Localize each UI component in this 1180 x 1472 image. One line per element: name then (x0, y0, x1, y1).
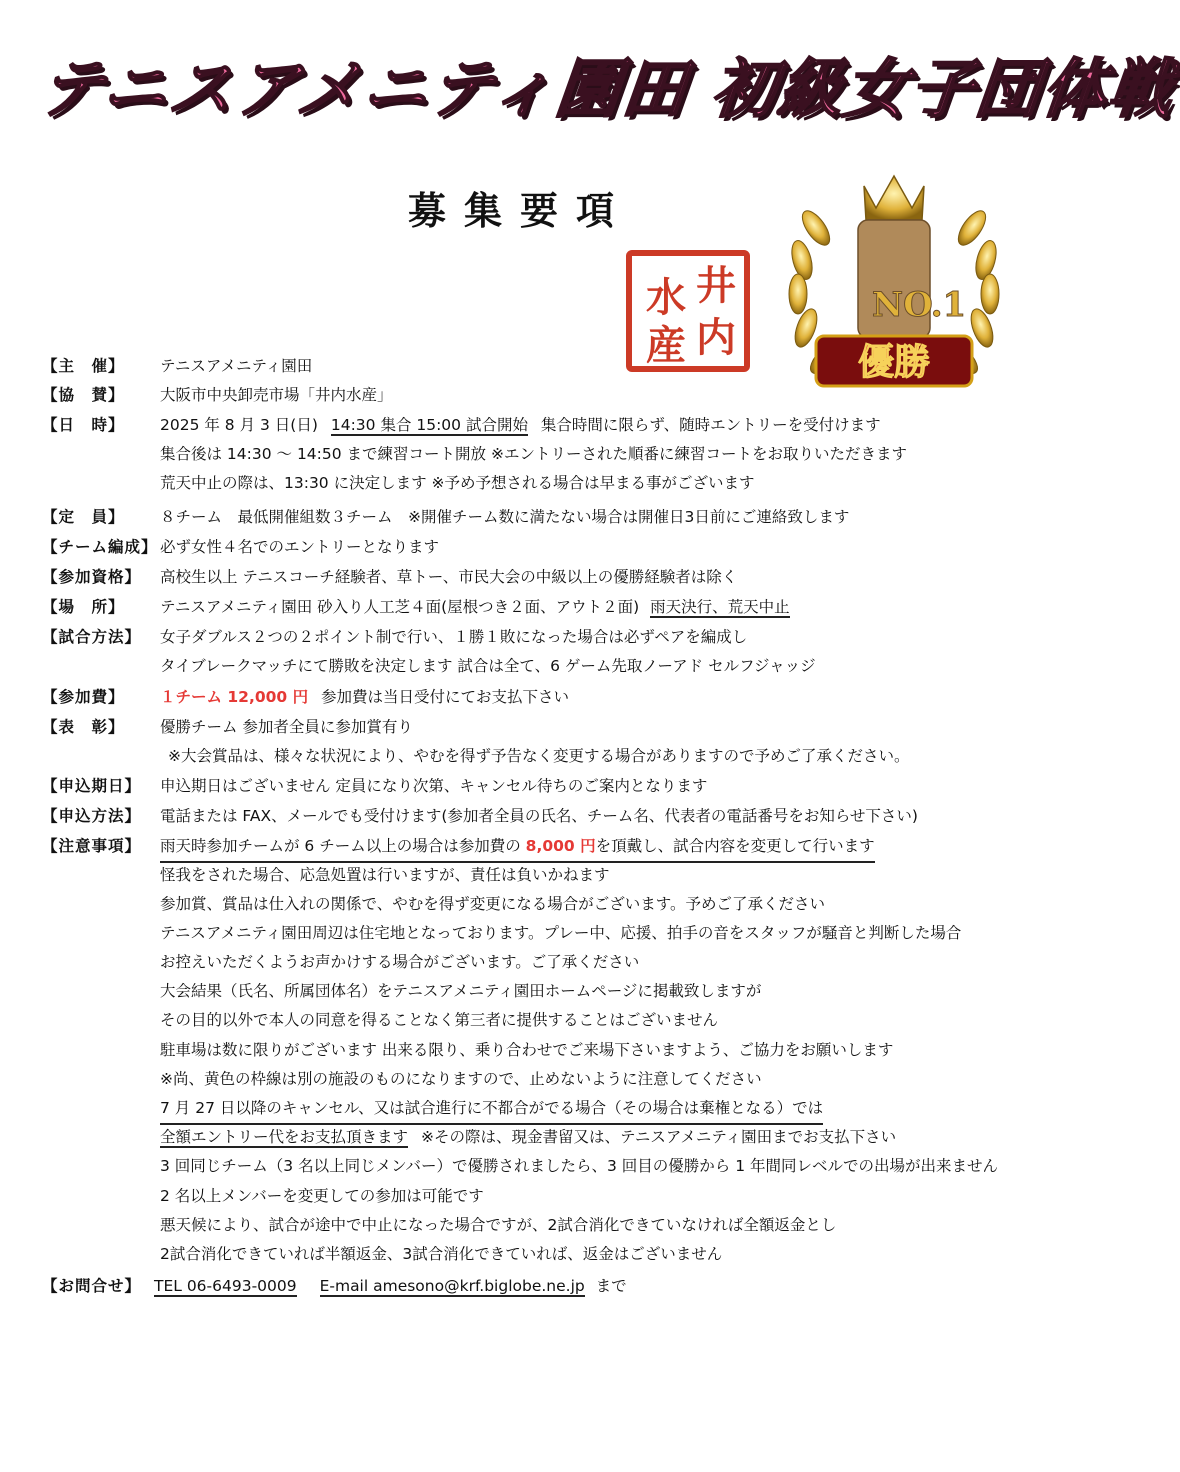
eligibility-label: 【参加資格】 (42, 568, 142, 586)
host-value: テニスアメニティ園田 (160, 357, 313, 375)
date-time: 14:30 集合 15:00 試合開始 (330, 416, 528, 434)
row-format (42, 623, 1022, 652)
row-note-15 (42, 1240, 1022, 1269)
note-15: 2試合消化できていれば半額返金、3試合消化できていれば、返金はございません (160, 1245, 723, 1263)
badge-no-text: NO.1 (872, 285, 967, 325)
note-13: 2 名以上メンバーを変更しての参加は可能です (160, 1187, 484, 1205)
row-award-note (42, 742, 1022, 771)
row-note-2 (42, 861, 1022, 890)
fee-amount: １チーム 12,000 円 (160, 688, 309, 706)
fee-label: 【参加費】 (42, 688, 125, 706)
eligibility-value: 高校生以上 テニスコーチ経験者、草トー、市民大会の中級以上の優勝経験者は除く (160, 568, 738, 586)
contact-tail: まで (595, 1277, 627, 1295)
sponsor-value: 大阪市中央卸売市場「井内水産」 (160, 386, 393, 404)
fee-note: 参加費は当日受付にてお支払下さい (321, 688, 570, 706)
format-label: 【試合方法】 (42, 628, 142, 646)
date-note: 集合時間に限らず、随時エントリーを受付けます (540, 416, 881, 434)
award-label: 【表 彰】 (42, 718, 125, 736)
date-main: 2025 年 8 月 3 日(日) (160, 416, 318, 434)
deadline-value: 申込期日はございません 定員になり次第、キャンセル待ちのご案内となります (160, 777, 708, 795)
capacity-label: 【定 員】 (42, 508, 125, 526)
row-venue (42, 593, 1022, 622)
apply-label: 【申込方法】 (42, 807, 142, 825)
note-7: その目的以外で本人の同意を得ることなく第三者に提供することはございません (160, 1011, 719, 1029)
note-14: 悪天候により、試合が途中で中止になった場合ですが、2試合消化できていなければ全額返金とし (160, 1216, 837, 1234)
row-date (42, 411, 1022, 440)
row-fee (42, 683, 1022, 712)
note-8: 駐車場は数に限りがございます 出来る限り、乗り合わせでご来場下さいますよう、ご協力をお願いします (160, 1041, 894, 1059)
row-note-6 (42, 977, 1022, 1006)
note-1 (160, 832, 875, 863)
row-award (42, 713, 1022, 742)
host-label: 【主 催】 (42, 357, 125, 375)
page-subtitle: 募集要項 (407, 189, 632, 233)
capacity-value: ８チーム 最低開催組数３チーム ※開催チーム数に満たない場合は開催日3日前にご連絡致します (160, 508, 850, 526)
format-line2: タイブレークマッチにて勝敗を決定します 試合は全て、6 ゲーム先取ノーアド セルフジャッジ (160, 657, 816, 675)
stamp-char-2: 内 (696, 314, 736, 361)
badge-win-text: 優勝 (857, 341, 931, 383)
stamp-char-4: 産 (646, 322, 686, 369)
team-value: 必ず女性４名でのエントリーとなります (160, 538, 440, 556)
row-eligibility (42, 563, 1022, 592)
row-sponsor (42, 381, 1022, 410)
note-10: 7 月 27 日以降のキャンセル、又は試合進行に不都合がでる場合（その場合は棄権となる）では (160, 1094, 823, 1125)
row-note-11 (42, 1123, 1022, 1152)
row-date-line2 (42, 440, 1022, 469)
contact-value (154, 1272, 627, 1301)
row-note-5 (42, 948, 1022, 977)
venue-rain: 雨天決行、荒天中止 (650, 598, 790, 616)
date-label: 【日 時】 (42, 416, 125, 434)
award-value: 優勝チーム 参加者全員に参加賞有り (160, 718, 413, 736)
row-note-10 (42, 1094, 1022, 1123)
row-note-3 (42, 890, 1022, 919)
note-9: ※尚、黄色の枠線は別の施設のものになりますので、止めないように注意してください (160, 1070, 762, 1088)
row-note-9 (42, 1065, 1022, 1094)
deadline-label: 【申込期日】 (42, 777, 142, 795)
stamp-char-3: 水 (646, 274, 686, 321)
note-4: テニスアメニティ園田周辺は住宅地となっております。プレー中、応援、拍手の音をスタッフが騒音と判断した場合 (160, 924, 962, 942)
row-note-8 (42, 1036, 1022, 1065)
row-notes (42, 832, 1022, 861)
note-12: 3 回同じチーム（3 名以上同じメンバー）で優勝されましたら、3 回目の優勝から 1 年間同レベルでの出場が出来ません (160, 1157, 999, 1175)
note-1b-amount: 8,000 円 (525, 837, 596, 855)
note-5: お控えいただくようお声かけする場合がございます。ご了承ください (160, 953, 640, 971)
venue-label: 【場 所】 (42, 598, 125, 616)
contact-label: 【お問合せ】 (42, 1277, 142, 1295)
date-line3: 荒天中止の際は、13:30 に決定します ※予め予想される場合は早まる事がございます (160, 474, 755, 492)
row-capacity (42, 503, 1022, 532)
venue-text: テニスアメニティ園田 砂入り人工芝４面(屋根つき２面、アウト２面) (160, 598, 640, 616)
apply-value: 電話または FAX、メールでも受付けます(参加者全員の氏名、チーム名、代表者の電話番号をお知らせ下さい) (160, 807, 918, 825)
row-note-12 (42, 1152, 1022, 1181)
note-11b: ※その際は、現金書留又は、テニスアメニティ園田までお支払下さい (420, 1128, 897, 1146)
stamp-char-1: 井 (696, 262, 736, 309)
row-deadline (42, 772, 1022, 801)
row-note-13 (42, 1182, 1022, 1211)
date-value (160, 411, 881, 440)
note-2: 怪我をされた場合、応急処置は行いますが、責任は負いかねます (160, 866, 610, 884)
note-3: 参加賞、賞品は仕入れの関係で、やむを得ず変更になる場合がございます。予めご了承ください (160, 895, 825, 913)
row-note-7 (42, 1006, 1022, 1035)
row-note-4 (42, 919, 1022, 948)
row-apply (42, 802, 1022, 831)
team-label: 【チーム編成】 (42, 538, 158, 556)
award-note: ※大会賞品は、様々な状況により、やむを得ず予告なく変更する場合がありますので予めご了承ください。 (168, 747, 910, 765)
row-team (42, 533, 1022, 562)
row-note-14 (42, 1211, 1022, 1240)
page-title: テニスアメニティ園田 初級女子団体戦 (35, 53, 1179, 127)
contact-tel[interactable]: TEL 06-6493-0009 (154, 1277, 297, 1295)
contact-email-link[interactable]: E-mail amesono@krf.biglobe.ne.jp (319, 1277, 585, 1295)
format-line1: 女子ダブルス２つの２ポイント制で行い、１勝１敗になった場合は必ずペアを編成し (160, 628, 748, 646)
note-11 (160, 1123, 896, 1152)
note-1a: 雨天時参加チームが 6 チーム以上の場合は参加費の (160, 837, 521, 855)
date-line2: 集合後は 14:30 ～ 14:50 まで練習コート開放 ※エントリーされた順番に練習コートをお取りいただきます (160, 445, 907, 463)
row-host (42, 352, 1022, 381)
venue-value (160, 593, 790, 622)
row-date-line3 (42, 469, 1022, 498)
note-11a: 全額エントリー代をお支払頂きます (160, 1128, 409, 1146)
sponsor-label: 【協 賛】 (42, 386, 125, 404)
row-contact (42, 1272, 1022, 1301)
row-format-2 (42, 652, 1022, 681)
note-6: 大会結果（氏名、所属団体名）をテニスアメニティ園田ホームページに掲載致しますが (160, 982, 762, 1000)
fee-value (160, 683, 569, 712)
notes-label: 【注意事項】 (42, 837, 142, 855)
note-1c: を頂戴し、試合内容を変更して行います (595, 837, 875, 855)
